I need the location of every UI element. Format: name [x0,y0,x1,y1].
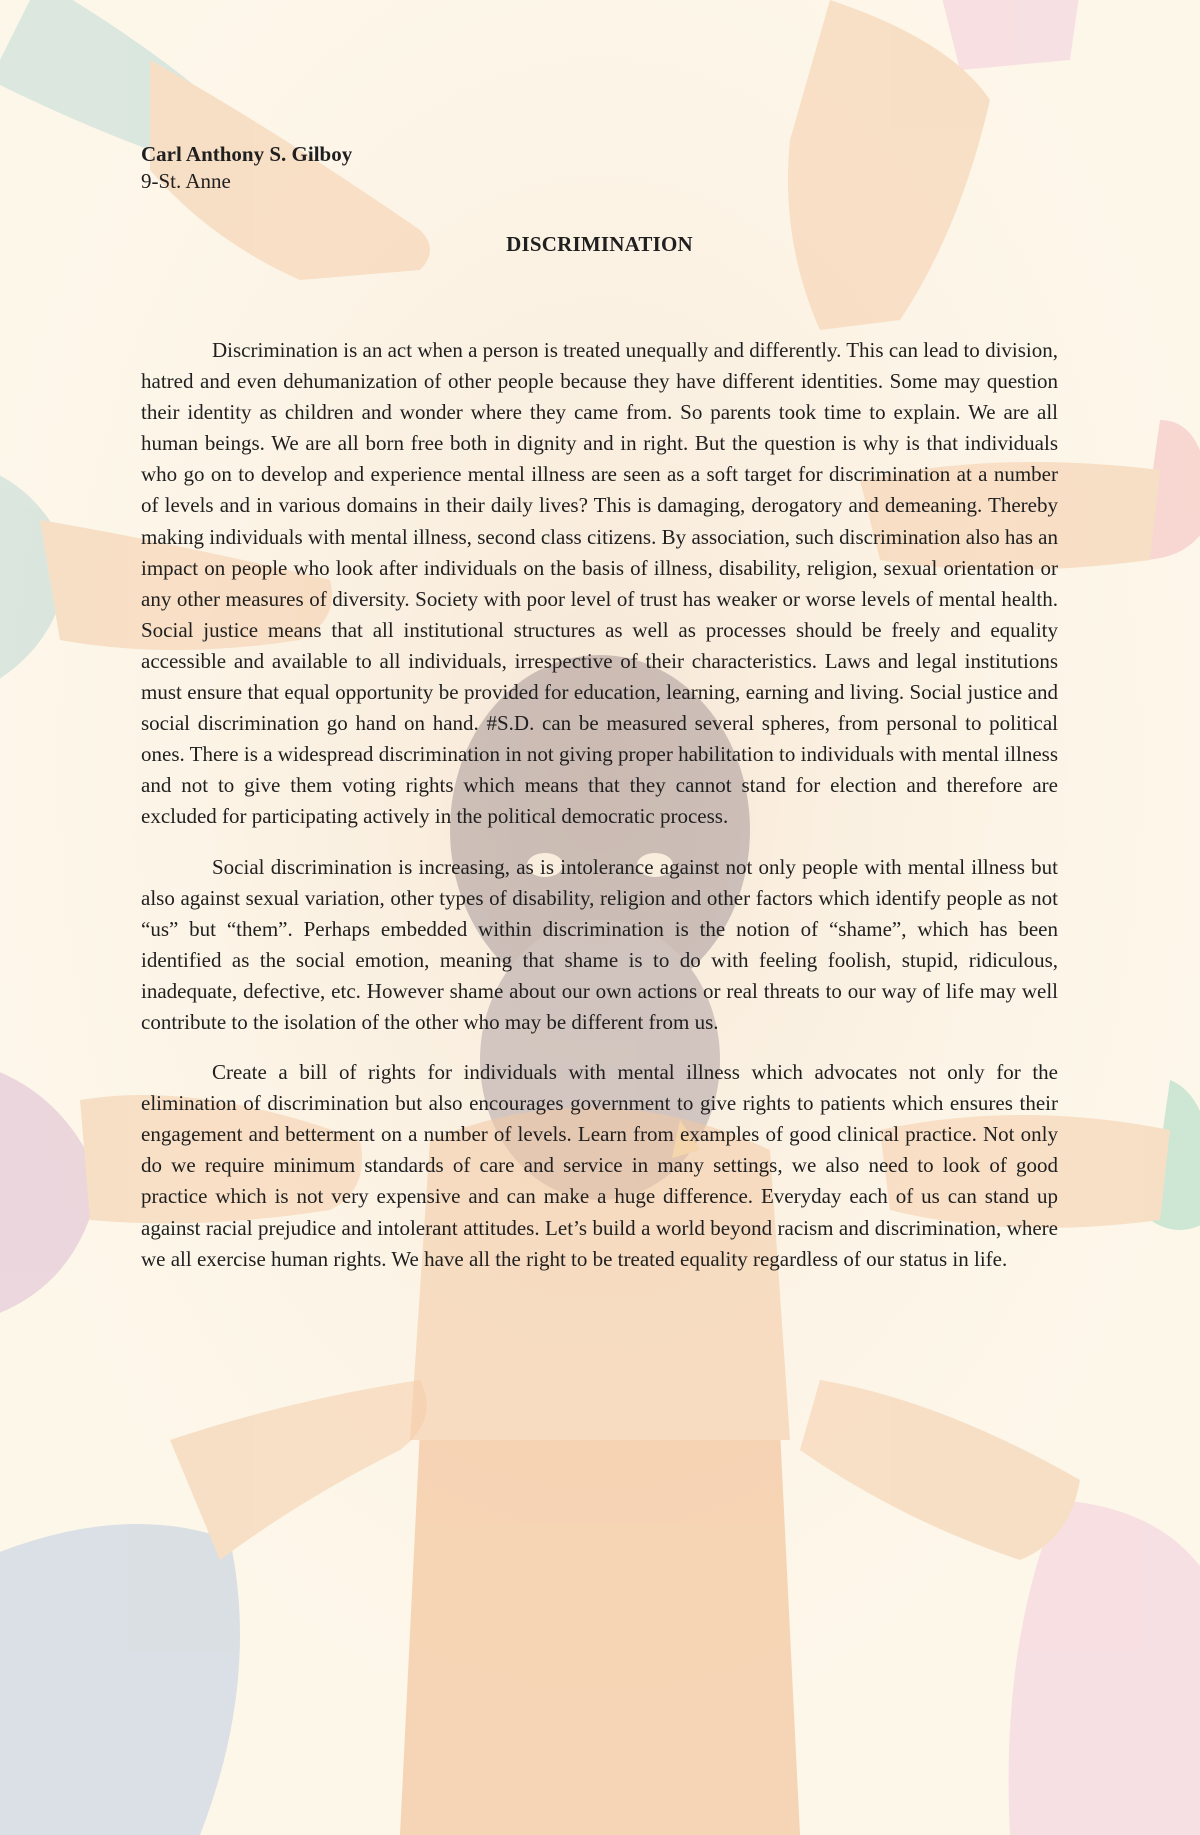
author-name: Carl Anthony S. Gilboy [141,142,353,166]
paragraph-1: Discrimination is an act when a person is treated unequally and differently. This can lead to division, hatred and even dehumanization of other people because they have different identities. Some may question their identity as children and wonder where they came from. So parents took time to explain. We are all human beings. We are all born free both in dignity and in right. But the question is why is that individuals who go on to develop and experience mental illness are seen as a soft target for discrimination at a number of levels and in various domains in their daily lives? This is damaging, derogatory and demeaning. Thereby making individuals with mental illness, second class citizens. By association, such discrimination also has an impact on people who look after individuals on the basis of illness, disability, religion, sexual orientation or any other measures of diversity. Society with poor level of trust has weaker or worse levels of mental health. Social justice means that all institutional structures as well as processes should be freely and equality accessible and available to all individuals, irrespective of their characteristics. Laws and legal institutions must ensure that equal opportunity be provided for education, learning, earning and living. Social justice and social discrimination go hand on hand. #S.D. can be measured several spheres, from personal to political ones. There is a widespread discrimination in not giving proper habilitation to individuals with mental illness and not to give them voting rights which means that they cannot stand for election and therefore are excluded for participating actively in the political democratic process. [141,338,1058,829]
paragraph-3: Create a bill of rights for individuals with mental illness which advocates not only for the elimination of discrimination but also encourages government to give rights to patients which ensures their engagement and betterment on a number of levels. Learn from examples of good clinical practice. Not only do we require minimum standards of care and service in many settings, we also need to look of good practice which is not very expensive and can make a huge difference. Everyday each of us can stand up against racial prejudice and intolerant attitudes. Let’s build a world beyond racism and discrimination, where we all exercise human rights. We have all the right to be treated equality regardless of our status in life. [141,1060,1058,1271]
essay-body [141,335,1058,1275]
author-section: 9-St. Anne [141,169,231,193]
paragraph-2: Social discrimination is increasing, as is intolerance against not only people with mental illness but also against sexual variation, other types of disability, religion and other factors which identify people as not “us” but “them”. Perhaps embedded within discrimination is the notion of “shame”, which has been identified as the social emotion, meaning that shame is to do with feeling foolish, stupid, ridiculous, inadequate, defective, etc. However shame about our own actions or real threats to our way of life may well contribute to the isolation of the other who may be different from us. [141,854,1058,1034]
document-page [141,140,1058,1294]
document-title: DISCRIMINATION [506,232,693,256]
